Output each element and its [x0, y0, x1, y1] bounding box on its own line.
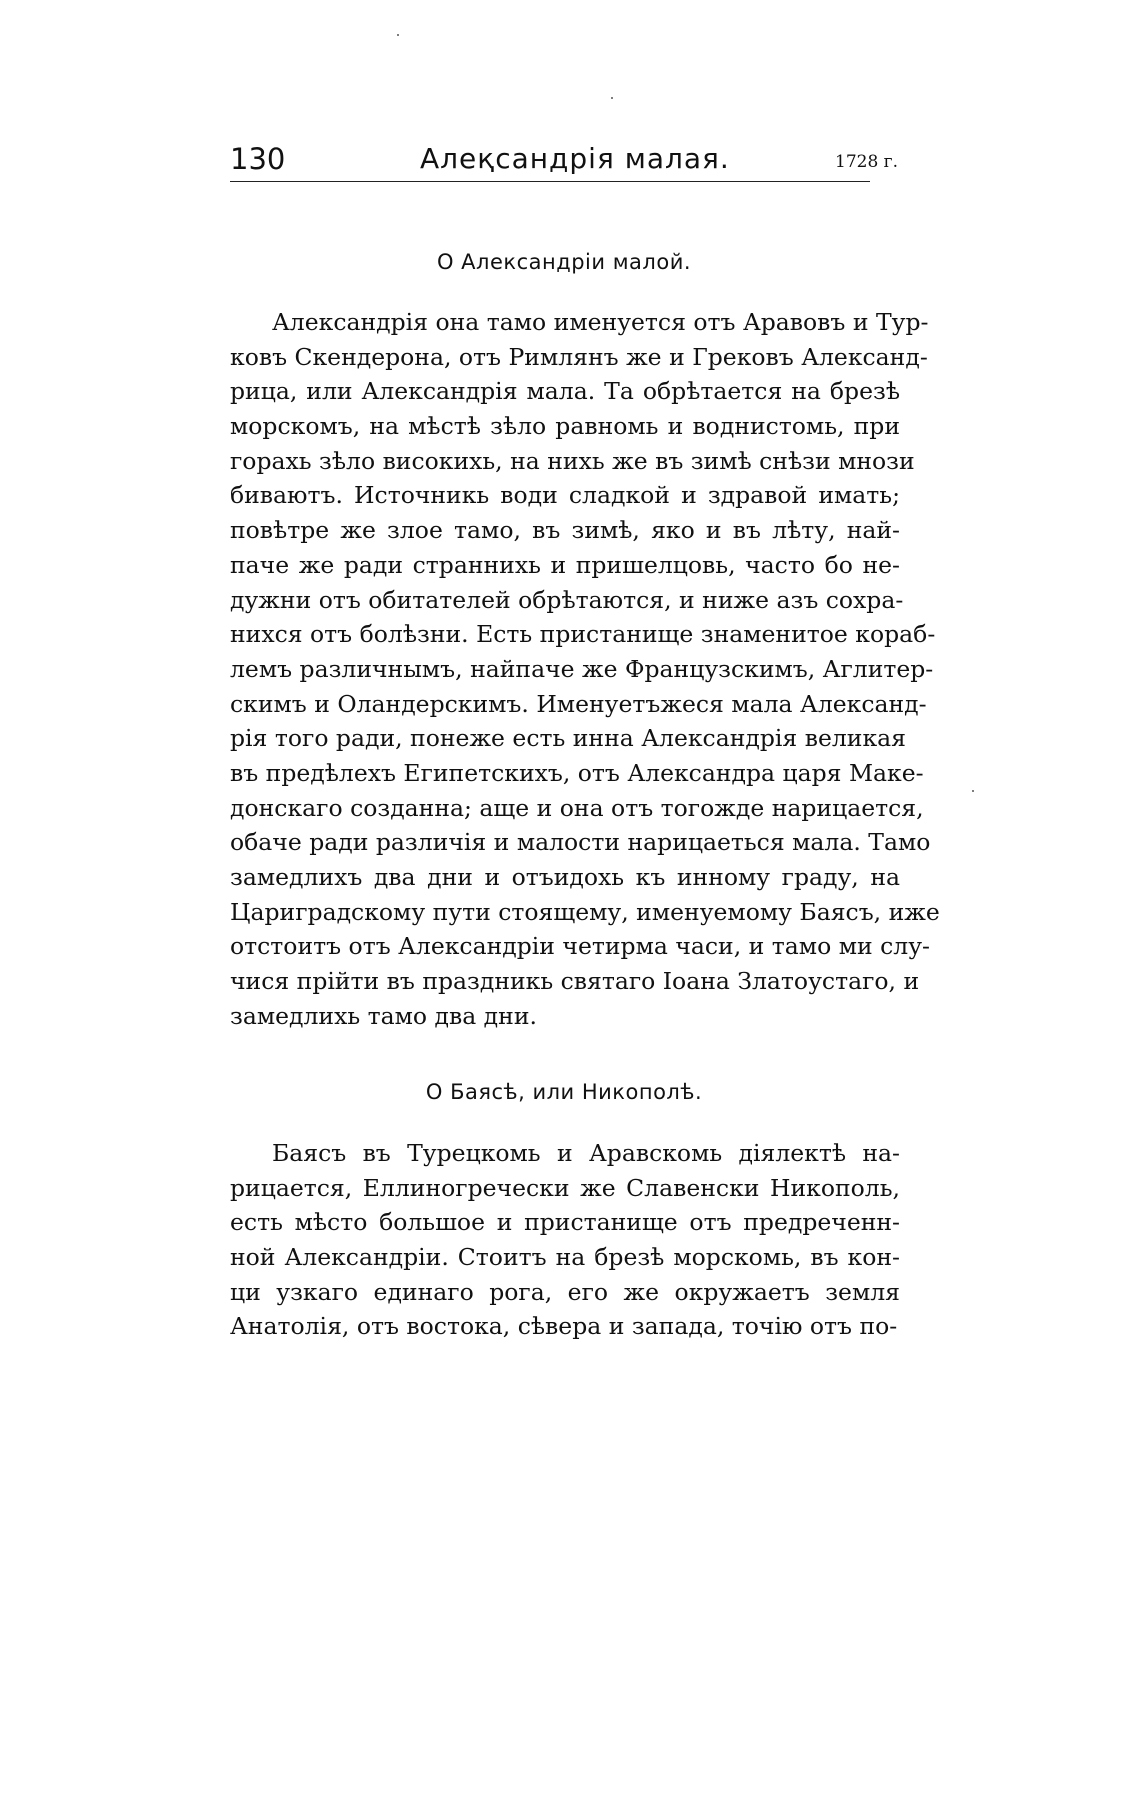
paragraph	[230, 1136, 900, 1344]
section-title: О Александріи малой.	[436, 250, 692, 274]
text-line: лемъ различнымъ, найпаче же Французскимъ, Аглитер-	[230, 654, 934, 683]
text-line: донскаго созданна; аще и она отъ тогожде нарицается,	[230, 793, 924, 822]
text-line: обаче ради различія и малости нарицаеться мала. Тамо	[230, 828, 931, 857]
text-line: есть мѣсто большое и пристанище отъ предреченн-	[230, 1208, 900, 1237]
header-rule	[230, 181, 870, 182]
text-line: замедлихъ два дни и отъидохь къ инному граду, на	[230, 863, 900, 891]
text-line: повѣтре же злое тамо, въ зимѣ, яко и въ лѣту, най-	[230, 516, 900, 545]
text-line: чися прійти въ праздникь святаго Іоана Златоустаго, и	[230, 967, 920, 996]
text-line: ковъ Скендерона, отъ Римлянъ же и Грековъ Александ-	[230, 342, 928, 371]
text-line: рица, или Александрія мала. Та обрѣтается на брезѣ	[230, 377, 900, 406]
text-line: ной Александріи. Стоитъ на брезѣ морскомь, въ кон-	[230, 1243, 900, 1272]
text-line: Анатолія, отъ востока, сѣвера и запада, точію отъ по-	[230, 1312, 898, 1341]
scan-speck	[397, 34, 399, 36]
paragraph	[230, 305, 940, 1033]
text-line: морскомъ, на мѣстѣ зѣло равномь и воднистомь, при	[230, 412, 900, 441]
text-line: биваютъ. Источникь води сладкой и здравой имать;	[230, 481, 900, 510]
section-title: О Баясѣ, или Никополѣ.	[425, 1080, 703, 1104]
text-line: нихся отъ болѣзни. Есть пристанище знаменитое кораб-	[230, 620, 936, 649]
text-line: скимъ и Оландерскимъ. Именуетъжеся мала Александ-	[230, 689, 927, 718]
scan-speck	[611, 97, 613, 99]
scan-speck	[972, 790, 974, 792]
text-line: отстоитъ отъ Александріи четирма часи, и тамо ми слу-	[230, 932, 930, 961]
text-line: ци узкаго единаго рога, его же окружаетъ земля	[230, 1277, 900, 1306]
text-line: паче же ради страннихь и пришелцовь, часто бо не-	[230, 550, 900, 579]
page-header	[230, 142, 898, 186]
running-title: Алеқсандрія малая.	[420, 142, 730, 175]
year-label: 1728 г.	[835, 152, 898, 172]
text-line: въ предѣлехъ Египетскихъ, отъ Александра царя Маке-	[230, 758, 924, 787]
text-line: рія того ради, понеже есть инна Александрія великая	[230, 724, 906, 753]
text-line: замедлихь тамо два дни.	[230, 1001, 537, 1030]
text-line: дужни отъ обитателей обрѣтаются, и ниже азъ сохра-	[230, 585, 904, 614]
text-line: Александрія она тамо именуется отъ Аравовъ и Тур-	[272, 308, 929, 336]
text-line: Баясъ въ Турецкомь и Аравскомь діялектѣ на-	[272, 1139, 900, 1167]
text-line: Цариградскому пути стоящему, именуемому Баясъ, иже	[230, 897, 940, 926]
text-line: горахь зѣло високихь, на нихь же въ зимѣ снѣзи мнози	[230, 446, 915, 475]
page-number: 130	[230, 142, 286, 176]
text-line: рицается, Еллиногречески же Славенски Никополь,	[230, 1173, 900, 1202]
